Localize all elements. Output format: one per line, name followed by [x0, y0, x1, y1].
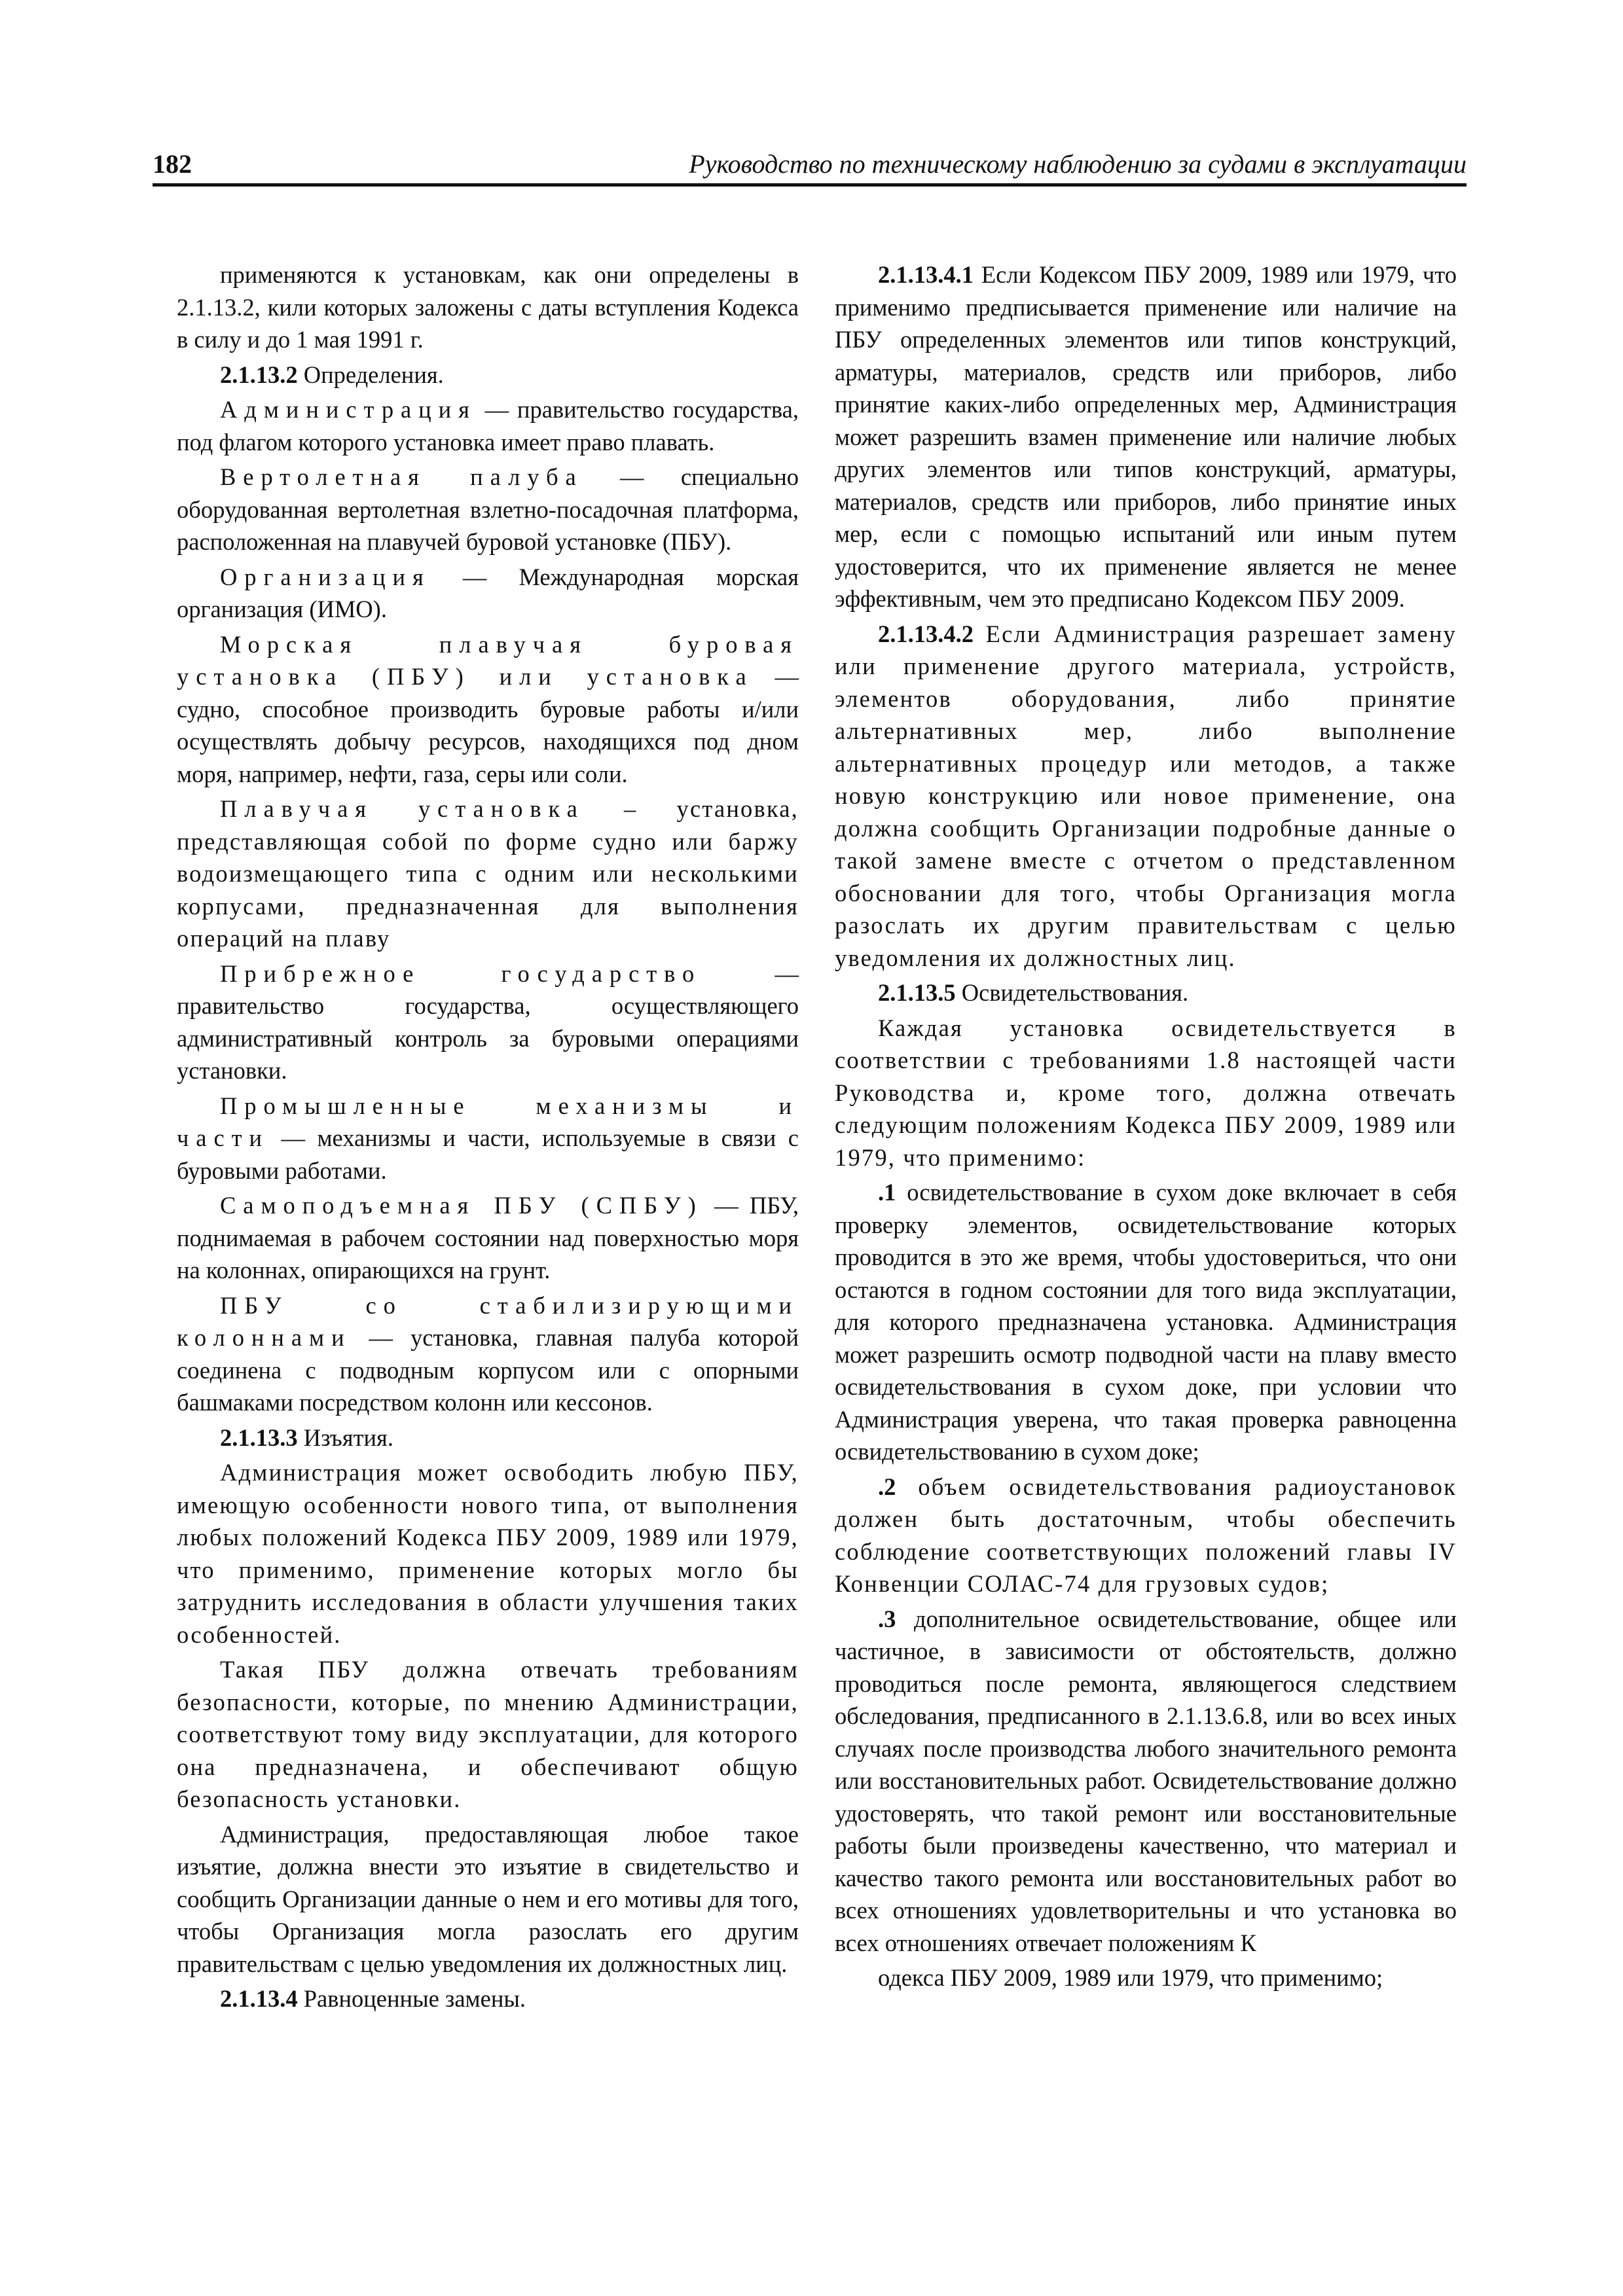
definition: Морская плавучая буровая установка (ПБУ) или установка — судно, способное производить буровые работы и/или осуществлять добычу ресурсов, находящихся под дном моря, например, нефти, газа, серы или соли.	[177, 630, 799, 787]
definition: Организация — Международная морская организация (ИМО).	[177, 563, 799, 622]
paragraph: Такая ПБУ должна отвечать требованиям безопасности, которые, по мнению Администрации, соответствуют тому виду эксплуатации, для которого она предназначена, и обеспечивают общую безопасность установки.	[177, 1656, 799, 1812]
item-number: .1	[878, 1179, 896, 1206]
definition: Администрация — правительство государства, под флагом которого установка имеет право плавать.	[177, 396, 799, 456]
page-number: 182	[153, 149, 192, 179]
definition: Прибрежное государство — правительство государства, осуществляющего административный контроль за буровыми операциями установки.	[177, 960, 799, 1084]
paragraph: 2.1.13.4.1 Если Кодексом ПБУ 2009, 1989 или 1979, что применимо предписывается применение или наличие на ПБУ определенных элементов или типов конструкций, арматуры, материалов, средств или приборов, либо принятие каких-либо определенных мер, Администрация может разрешить взамен применение или наличие любых других элементов или типов конструкций, арматуры, материалов, средств или приборов, либо принятие иных мер, если с помощью испытаний или иным путем удостоверится, что их применение является не менее эффективным, чем это предписано Кодексом ПБУ 2009.	[835, 261, 1457, 612]
section-heading: 2.1.13.3 Изъятия.	[220, 1424, 393, 1451]
section-heading: 2.1.13.4 Равноценные замены.	[220, 1985, 526, 2012]
defined-term: Морская плавучая буровая установка (ПБУ) или установка	[177, 630, 799, 690]
section-number: 2.1.13.5	[878, 979, 956, 1006]
section-number: 2.1.13.4.2	[878, 620, 974, 647]
section-heading: 2.1.13.2 Определения.	[220, 361, 444, 388]
paragraph: одекса ПБУ 2009, 1989 или 1979, что применимо;	[878, 1964, 1383, 1991]
defined-term: Промышленные механизмы и части	[177, 1092, 799, 1151]
right-column	[835, 259, 1457, 1997]
list-item: .1 освидетельствование в сухом доке включает в себя проверку элементов, освидетельствование которых проводится в это же время, чтобы удостовериться, что они остаются в годном состоянии для того вида эксплуатации, для которого предназначена установка. Администрация может разрешить осмотр подводной части на плаву вместо освидетельствования в сухом доке, при условии что Администрация уверена, что такая проверка равноценна освидетельствованию в сухом доке;	[835, 1179, 1457, 1465]
definition: ПБУ со стабилизирующими колоннами — установка, главная палуба которой соединена с подводным корпусом или с опорными башмаками посредством колонн или кессонов.	[177, 1291, 799, 1416]
running-title: Руководство по техническому наблюдению за судами в эксплуатации	[689, 149, 1467, 179]
paragraph: Администрация, предоставляющая любое такое изъятие, должна внести это изъятие в свидетельство и сообщить Организации данные о нем и его мотивы для того, чтобы Организация могла разослать его другим правительствам с целью уведомления их должностных лиц.	[177, 1820, 799, 1977]
defined-term: Вертолетная палуба	[220, 463, 583, 490]
item-number: .2	[878, 1473, 896, 1500]
page-header	[153, 145, 1467, 187]
defined-term: Плавучая установка	[220, 795, 585, 822]
defined-term: Организация	[220, 563, 431, 590]
section-number: 2.1.13.4	[220, 1985, 298, 2012]
definition: Промышленные механизмы и части — механизмы и части, используемые в связи с буровыми работами.	[177, 1092, 799, 1184]
section-number: 2.1.13.3	[220, 1424, 298, 1451]
paragraph: 2.1.13.4.2 Если Администрация разрешает замену или применение другого материала, устройств, элементов оборудования, либо принятие альтернативных мер, либо выполнение альтернативных процедур или методов, а также новую конструкцию или новое применение, она должна сообщить Организации подробные данные о такой замене вместе с отчетом о представленном обосновании для того, чтобы Организация могла разослать их другим правительствам с целью уведомления их должностных лиц.	[835, 620, 1457, 971]
defined-term: ПБУ со стабилизирующими колоннами	[177, 1291, 799, 1351]
definition: Самоподъемная ПБУ (СПБУ) — ПБУ, поднимаемая в рабочем состоянии над поверхностью моря на колоннах, опирающихся на грунт.	[177, 1192, 799, 1283]
definition: Вертолетная палуба — специально оборудованная вертолетная взлетно-посадочная платформа, расположенная на плавучей буровой установке (ПБУ).	[177, 463, 799, 555]
defined-term: Самоподъемная ПБУ (СПБУ)	[220, 1192, 703, 1219]
list-item: .3 дополнительное освидетельствование, общее или частичное, в зависимости от обстоятельств, должно проводиться после ремонта, являющегося следствием обследования, предписанного в 2.1.13.6.8, или во всех иных случаях после производства любого значительного ремонта или восстановительных работ. Освидетельствование должно удостоверять, что такой ремонт или восстановительные работы были произведены качественно, что материал и качество такого ремонта или восстановительных работ во всех отношениях удовлетворительны и что установка во всех отношениях отвечает положениям К	[835, 1605, 1457, 1956]
list-item: .2 объем освидетельствования радиоустановок должен быть достаточным, чтобы обеспечить соблюдение соответствующих положений главы IV Конвенции СОЛАС-74 для грузовых судов;	[835, 1473, 1457, 1597]
defined-term: Прибрежное государство	[220, 960, 702, 987]
section-heading: 2.1.13.5 Освидетельствования.	[878, 979, 1189, 1006]
definition: Плавучая установка – установка, представляющая собой по форме судно или баржу водоизмещающего типа с одним или несколькими корпусами, предназначенная для выполнения операций на плаву	[177, 795, 799, 952]
paragraph: применяются к установкам, как они определены в 2.1.13.2, кили которых заложены с даты вступления Кодекса в силу и до 1 мая 1991 г.	[177, 261, 799, 353]
paragraph: Администрация может освободить любую ПБУ, имеющую особенности нового типа, от выполнения любых положений Кодекса ПБУ 2009, 1989 или 1979, что применимо, применение которых могло бы затруднить исследования в области улучшения таких особенностей.	[177, 1459, 799, 1648]
section-number: 2.1.13.2	[220, 361, 298, 388]
left-column	[177, 259, 799, 2018]
defined-term: Администрация	[220, 396, 477, 423]
paragraph: Каждая установка освидетельствуется в соответствии с требованиями 1.8 настоящей части Руководства и, кроме того, должна отвечать следующим положениям Кодекса ПБУ 2009, 1989 или 1979, что применимо:	[835, 1014, 1457, 1171]
section-number: 2.1.13.4.1	[878, 261, 974, 288]
item-number: .3	[878, 1605, 896, 1632]
